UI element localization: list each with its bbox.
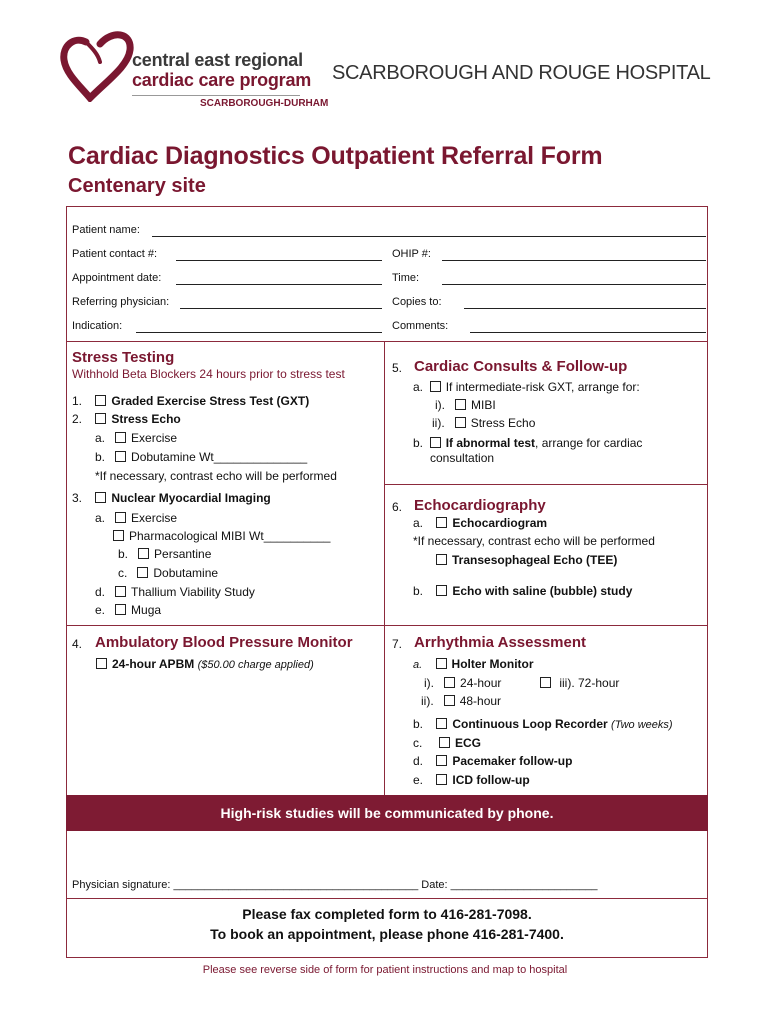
contrast-echo-note: *If necessary, contrast echo will be performed — [95, 469, 337, 483]
nuclear-dobutamine-checkbox[interactable] — [137, 567, 148, 578]
pharm-mibi-checkbox[interactable] — [113, 530, 124, 541]
stress-echo-dobutamine-option[interactable] — [95, 450, 307, 464]
logo-text-line3: SCARBOROUGH-DURHAM — [200, 98, 329, 109]
loop-recorder-checkbox[interactable] — [436, 718, 447, 729]
persantine-option[interactable] — [118, 547, 211, 561]
bubble-study-checkbox[interactable] — [436, 585, 447, 596]
tee-checkbox[interactable] — [436, 554, 447, 565]
thallium-label: Thallium Viability Study — [131, 585, 255, 599]
item-roman: i). — [435, 398, 445, 412]
holter-48-label: 48-hour — [459, 694, 502, 708]
copies-to-label: Copies to: — [392, 296, 442, 308]
stress-echo-exercise-option[interactable] — [95, 431, 177, 445]
item-roman: ii). — [421, 694, 434, 708]
nuclear-exercise-label: Exercise — [131, 511, 178, 525]
form-subtitle: Centenary site — [68, 175, 206, 197]
ecg-option[interactable] — [413, 736, 481, 750]
consult-stress-echo-label: Stress Echo — [470, 416, 536, 430]
echocardiogram-option[interactable] — [413, 516, 547, 530]
item-letter: a. — [95, 431, 106, 445]
indication-field[interactable] — [136, 332, 382, 333]
holter-24-option[interactable] — [424, 676, 501, 690]
dobutamine-checkbox[interactable] — [115, 451, 126, 462]
section-4-number: 4. — [72, 637, 83, 651]
item-number: 2. — [72, 412, 83, 426]
echocardiogram-checkbox[interactable] — [436, 517, 447, 528]
nuclear-checkbox[interactable] — [95, 492, 106, 503]
indication-label: Indication: — [72, 320, 123, 332]
echo-contrast-note: *If necessary, contrast echo will be performed — [413, 534, 655, 548]
item-number: 1. — [72, 394, 83, 408]
apbm-label: 24-hour APBM — [112, 657, 195, 671]
item-letter: b. — [118, 547, 129, 561]
exercise-label: Exercise — [131, 431, 178, 445]
muga-option[interactable] — [95, 603, 161, 617]
fax-instruction: Please fax completed form to 416-281-7098. — [242, 906, 532, 922]
loop-recorder-option[interactable] — [413, 717, 673, 731]
persantine-checkbox[interactable] — [138, 548, 149, 559]
dobutamine-wt-label: Dobutamine Wt______________ — [131, 450, 308, 464]
consult-mibi-label: MIBI — [471, 398, 496, 412]
gxt-option[interactable] — [72, 394, 309, 408]
icd-checkbox[interactable] — [436, 774, 447, 785]
item-letter: b. — [413, 717, 424, 731]
pharm-mibi-label: Pharmacological MIBI Wt__________ — [129, 529, 331, 543]
intermediate-risk-label: If intermediate-risk GXT, arrange for: — [445, 380, 640, 394]
ecg-checkbox[interactable] — [439, 737, 450, 748]
holter-72-option[interactable] — [540, 676, 619, 690]
holter-72-checkbox[interactable] — [540, 677, 551, 688]
comments-field[interactable] — [470, 332, 706, 333]
icd-option[interactable] — [413, 773, 530, 787]
item-letter: a. — [95, 511, 106, 525]
section-5-number: 5. — [392, 361, 403, 375]
patient-contact-label: Patient contact #: — [72, 248, 157, 260]
abnormal-test-label: If abnormal test — [445, 436, 536, 450]
pacemaker-label: Pacemaker follow-up — [452, 754, 573, 768]
nuclear-dobutamine-option[interactable] — [118, 566, 218, 580]
stress-echo-label: Stress Echo — [111, 412, 181, 426]
item-letter: d. — [413, 754, 424, 768]
logo-text-line2: cardiac care program — [132, 70, 312, 90]
ambulatory-bp-title: Ambulatory Blood Pressure Monitor — [95, 634, 353, 651]
physician-signature-line[interactable]: Physician signature: ________________________________________ Date: ________________________ — [72, 879, 598, 891]
thallium-checkbox[interactable] — [115, 586, 126, 597]
nuclear-dobutamine-label: Dobutamine — [153, 566, 219, 580]
appointment-date-label: Appointment date: — [72, 272, 162, 284]
tee-label: Transesophageal Echo (TEE) — [452, 553, 618, 567]
item-letter: c. — [118, 566, 128, 580]
holter-48-option[interactable] — [421, 694, 501, 708]
bubble-study-option[interactable] — [413, 584, 632, 598]
referring-physician-label: Referring physician: — [72, 296, 170, 308]
holter-24-label: 24-hour — [460, 676, 502, 690]
persantine-label: Persantine — [154, 547, 212, 561]
time-field[interactable] — [442, 284, 706, 285]
ecg-label: ECG — [455, 736, 482, 750]
item-letter: d. — [95, 585, 106, 599]
gxt-checkbox[interactable] — [95, 395, 106, 406]
item-letter: e. — [95, 603, 106, 617]
item-letter: b. — [413, 584, 424, 598]
exercise-checkbox[interactable] — [115, 432, 126, 443]
cardiac-consults-title: Cardiac Consults & Follow-up — [414, 358, 628, 375]
divider-lower-sections — [66, 625, 708, 626]
thallium-option[interactable] — [95, 585, 255, 599]
stress-echo-checkbox[interactable] — [95, 413, 106, 424]
item-roman: ii). — [432, 416, 445, 430]
arrhythmia-title: Arrhythmia Assessment — [414, 634, 587, 651]
item-letter: e. — [413, 773, 424, 787]
copies-to-field[interactable] — [464, 308, 706, 309]
column-divider — [384, 341, 385, 795]
pacemaker-checkbox[interactable] — [436, 755, 447, 766]
patient-name-field[interactable] — [152, 236, 706, 237]
gxt-label: Graded Exercise Stress Test (GXT) — [111, 394, 310, 408]
item-letter: a. — [413, 516, 424, 530]
stress-testing-title: Stress Testing — [72, 349, 175, 366]
muga-checkbox[interactable] — [115, 604, 126, 615]
booking-instruction: To book an appointment, please phone 416-281-7400. — [210, 926, 564, 942]
bubble-study-label: Echo with saline (bubble) study — [452, 584, 633, 598]
holter-label: Holter Monitor — [451, 657, 534, 671]
section-6-number: 6. — [392, 500, 403, 514]
echocardiography-title: Echocardiography — [414, 497, 546, 514]
echocardiogram-label: Echocardiogram — [452, 516, 548, 530]
pharmacological-mibi-option[interactable] — [113, 529, 330, 543]
pacemaker-option[interactable] — [413, 754, 572, 768]
muga-label: Muga — [131, 603, 162, 617]
comments-label: Comments: — [392, 320, 449, 332]
consult-stress-echo-checkbox[interactable] — [455, 417, 466, 428]
holter-24-checkbox[interactable] — [444, 677, 455, 688]
intermediate-risk-checkbox[interactable] — [430, 381, 441, 392]
ohip-label: OHIP #: — [392, 248, 431, 260]
page-header — [0, 0, 770, 120]
form-title: Cardiac Diagnostics Outpatient Referral Form — [68, 142, 603, 170]
stress-testing-subtitle: Withhold Beta Blockers 24 hours prior to stress test — [72, 367, 345, 381]
apbm-charge: ($50.00 charge applied) — [197, 659, 314, 671]
tee-option[interactable] — [436, 553, 617, 567]
item-letter: b. — [413, 436, 424, 450]
item-number: 3. — [72, 491, 83, 505]
nuclear-label: Nuclear Myocardial Imaging — [111, 491, 271, 505]
nuclear-imaging-option[interactable] — [72, 491, 271, 505]
apbm-option[interactable] — [96, 657, 314, 671]
time-label: Time: — [392, 272, 420, 284]
item-letter: b. — [95, 450, 106, 464]
referral-form — [66, 206, 708, 958]
intermediate-risk-option[interactable] — [413, 380, 640, 394]
divider-patient-info — [66, 341, 708, 342]
abnormal-test-checkbox[interactable] — [430, 437, 441, 448]
ohip-field[interactable] — [442, 260, 706, 261]
consult-mibi-option[interactable] — [435, 398, 496, 412]
loop-recorder-note: (Two weeks) — [611, 719, 673, 731]
patient-name-label: Patient name: — [72, 224, 140, 236]
holter-option[interactable] — [413, 657, 534, 671]
abnormal-test-option[interactable] — [413, 436, 642, 450]
nuclear-exercise-checkbox[interactable] — [115, 512, 126, 523]
cecc-logo — [60, 28, 329, 110]
logo-text-line1: central east regional — [132, 50, 303, 70]
consult-mibi-checkbox[interactable] — [455, 399, 466, 410]
consult-stress-echo-option[interactable] — [432, 416, 535, 430]
icd-label: ICD follow-up — [452, 773, 530, 787]
holter-checkbox[interactable] — [436, 658, 447, 669]
item-letter: a. — [413, 380, 424, 394]
divider-signature — [66, 898, 708, 899]
holter-48-checkbox[interactable] — [444, 695, 455, 706]
holter-72-label: iii). 72-hour — [559, 676, 620, 690]
logo-divider — [132, 95, 300, 96]
item-roman: i). — [424, 676, 434, 690]
loop-recorder-label: Continuous Loop Recorder — [452, 717, 608, 731]
item-letter: c. — [413, 736, 423, 750]
patient-contact-field[interactable] — [176, 260, 382, 261]
hospital-name: SCARBOROUGH AND ROUGE HOSPITAL — [332, 62, 711, 84]
nuclear-exercise-option[interactable] — [95, 511, 177, 525]
abnormal-test-rest: , arrange for cardiac — [535, 436, 643, 450]
appointment-date-field[interactable] — [176, 284, 382, 285]
high-risk-banner: High-risk studies will be communicated by phone. — [66, 795, 708, 831]
divider-consults — [384, 484, 708, 485]
section-7-number: 7. — [392, 637, 403, 651]
reverse-side-note: Please see reverse side of form for patient instructions and map to hospital — [202, 964, 568, 976]
item-letter: a. — [413, 659, 423, 671]
apbm-checkbox[interactable] — [96, 658, 107, 669]
stress-echo-option[interactable] — [72, 412, 181, 426]
heart-logo-icon — [60, 28, 134, 102]
abnormal-test-line2: consultation — [430, 451, 495, 465]
referring-physician-field[interactable] — [180, 308, 382, 309]
